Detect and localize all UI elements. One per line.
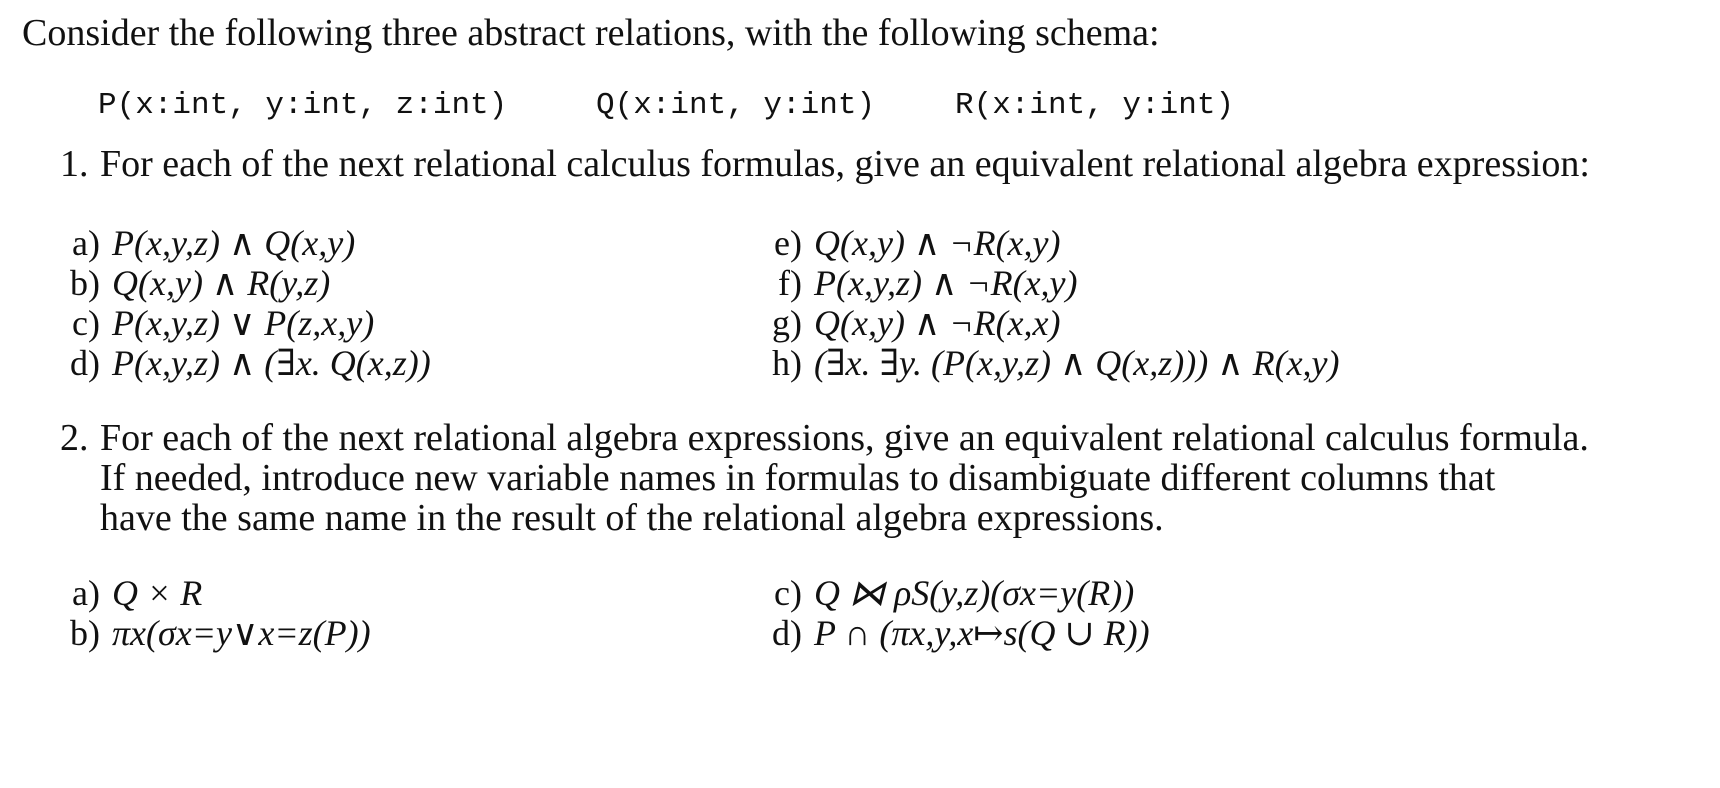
q1-item-e <box>750 222 1061 264</box>
item-label: c) <box>774 573 802 613</box>
formula: Q(x,y) ∧ ¬R(x,x) <box>814 303 1061 343</box>
formula: Q × R <box>112 573 203 613</box>
question-1-text: For each of the next relational calculus formulas, give an equivalent relational algebra expression: <box>100 143 1590 185</box>
item-label: d) <box>70 343 100 383</box>
formula: P(x,y,z) ∨ P(z,x,y) <box>112 303 375 343</box>
q1-item-h <box>750 342 1340 384</box>
q1-item-a <box>48 222 355 264</box>
formula: P ∩ (πx,y,x↦s(Q ∪ R)) <box>814 613 1150 653</box>
question-2-number: 2. <box>60 417 89 459</box>
q2-item-a <box>48 572 202 614</box>
formula: P(x,y,z) ∧ (∃x. Q(x,z)) <box>112 343 431 383</box>
q1-item-f <box>750 262 1078 304</box>
item-label: a) <box>72 573 100 613</box>
question-2-text-line-2: If needed, introduce new variable names in formulas to disambiguate different columns that <box>100 457 1496 499</box>
item-label: f) <box>778 263 802 303</box>
formula: Q(x,y) ∧ R(y,z) <box>112 263 331 303</box>
q1-item-g <box>750 302 1061 344</box>
schema-r: R(x:int, y:int) <box>955 88 1235 123</box>
item-label: g) <box>772 303 802 343</box>
item-label: h) <box>772 343 802 383</box>
question-1-number: 1. <box>60 143 89 185</box>
q2-item-b <box>48 612 371 654</box>
q1-item-d <box>48 342 431 384</box>
q2-item-c <box>750 572 1134 614</box>
item-label: d) <box>772 613 802 653</box>
formula: πx(σx=y∨x=z(P)) <box>112 613 371 653</box>
item-label: a) <box>72 223 100 263</box>
item-label: b) <box>70 613 100 653</box>
q1-item-c <box>48 302 374 344</box>
schema-q: Q(x:int, y:int) <box>596 88 876 123</box>
intro-text: Consider the following three abstract relations, with the following schema: <box>22 12 1160 54</box>
formula: P(x,y,z) ∧ Q(x,y) <box>112 223 356 263</box>
item-label: e) <box>774 223 802 263</box>
question-2-text-line-3: have the same name in the result of the relational algebra expressions. <box>100 497 1164 539</box>
formula: Q(x,y) ∧ ¬R(x,y) <box>814 223 1061 263</box>
question-2-text-line-1: For each of the next relational algebra expressions, give an equivalent relational calculus formula. <box>100 417 1589 459</box>
formula: P(x,y,z) ∧ ¬R(x,y) <box>814 263 1078 303</box>
q2-item-d <box>750 612 1150 654</box>
schema-p: P(x:int, y:int, z:int) <box>98 88 508 123</box>
item-label: b) <box>70 263 100 303</box>
formula: (∃x. ∃y. (P(x,y,z) ∧ Q(x,z))) ∧ R(x,y) <box>814 343 1340 383</box>
item-label: c) <box>72 303 100 343</box>
formula: Q ⋈ ρS(y,z)(σx=y(R)) <box>814 573 1135 613</box>
q1-item-b <box>48 262 330 304</box>
